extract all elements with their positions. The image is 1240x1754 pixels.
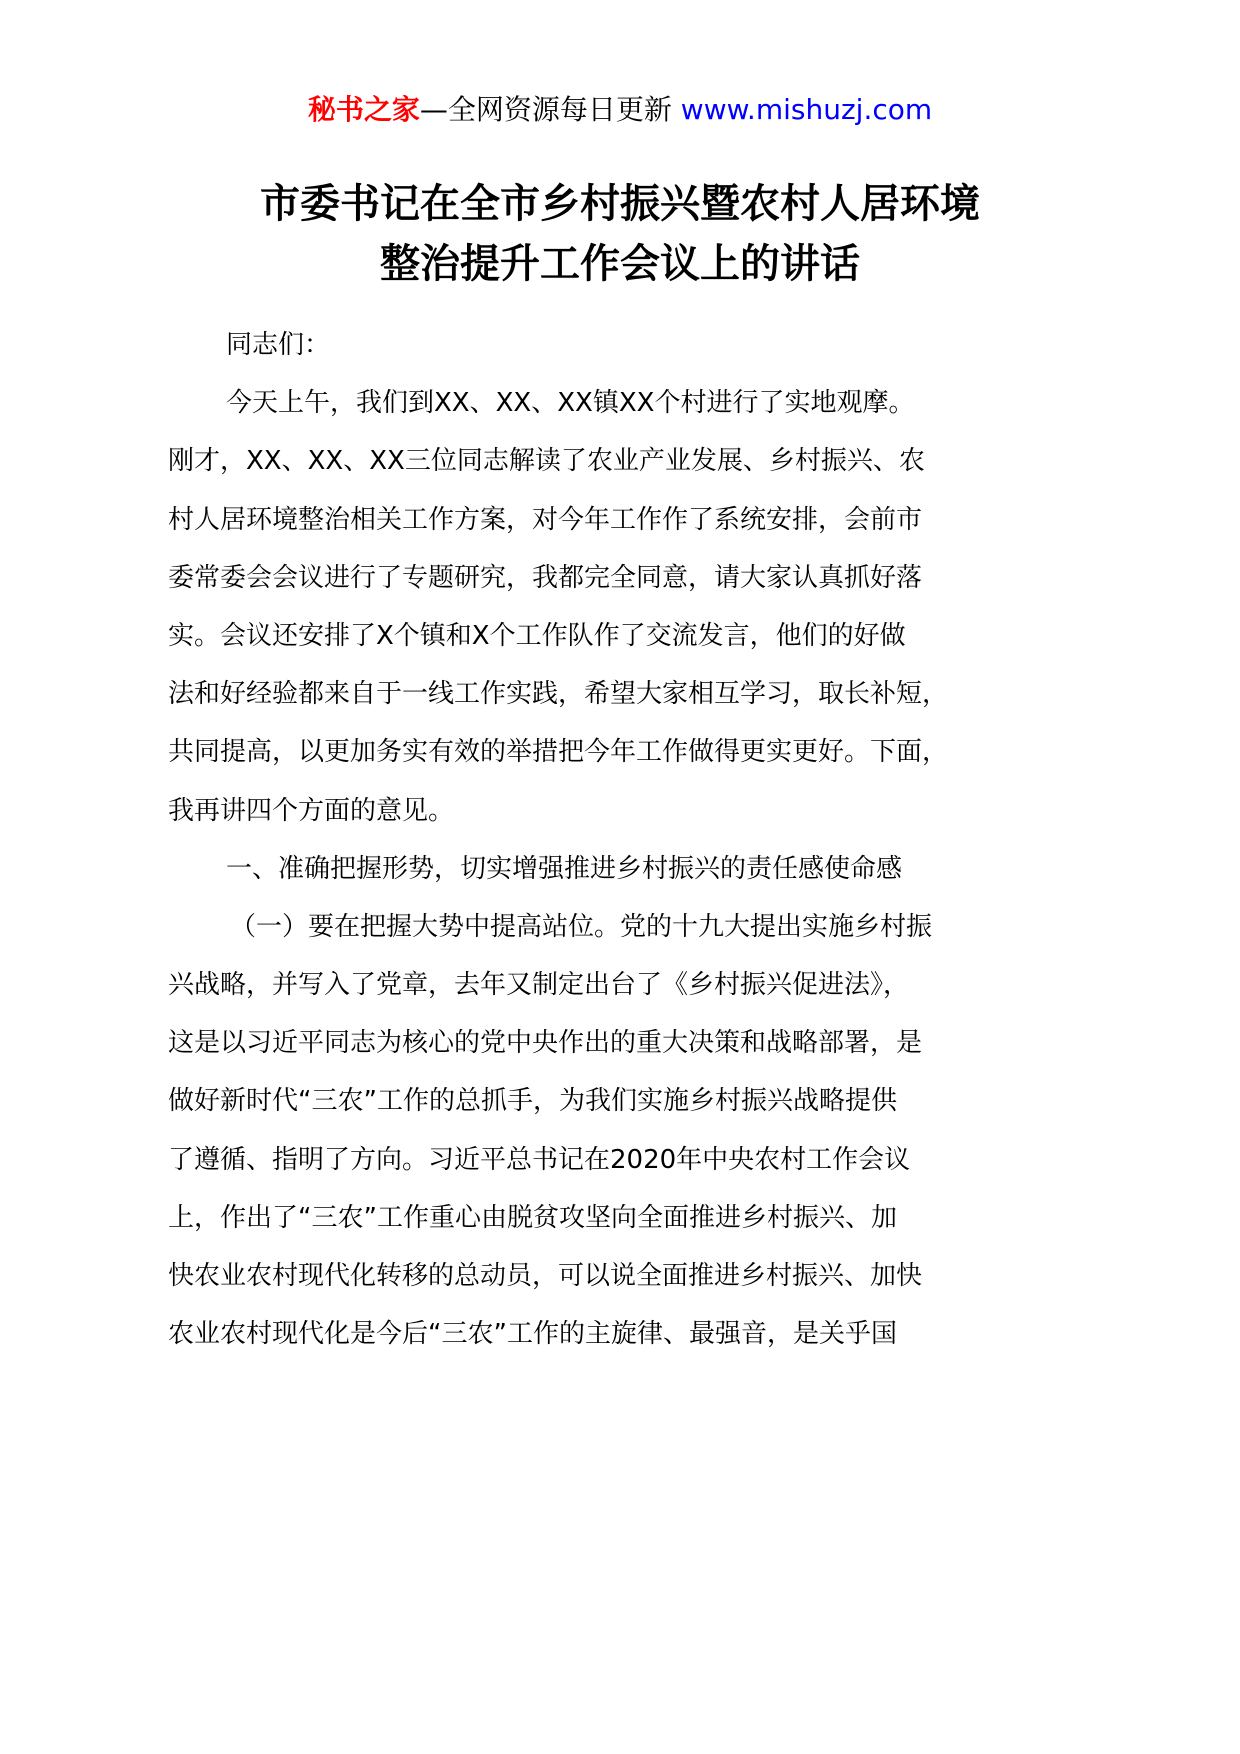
paragraph-line: 今天上午，我们到XX、XX、XX镇XX个村进行了实地观摩。	[226, 388, 915, 419]
salutation: 同志们：	[226, 330, 331, 360]
paragraph-line: 上，作出了“三农”工作重心由脱贫攻坚向全面推进乡村振兴、加	[168, 1202, 897, 1233]
paragraph-line: 实。会议还安排了X个镇和X个工作队作了交流发言，他们的好做	[168, 620, 906, 651]
title-line-1: 市委书记在全市乡村振兴暨农村人居环境	[260, 181, 980, 227]
banner-slogan: —全网资源每日更新	[419, 93, 672, 126]
paragraph-line: 法和好经验都来自于一线工作实践，希望大家相互学习，取长补短，	[168, 679, 949, 710]
section-heading: 一、准确把握形势，切实增强推进乡村振兴的责任感使命感	[226, 853, 903, 884]
paragraph-line: 我再讲四个方面的意见。	[168, 795, 455, 826]
paragraph-line: 了遵循、指明了方向。习近平总书记在2020年中央农村工作会议	[168, 1144, 911, 1175]
paragraph-line: 农业农村现代化是今后“三农”工作的主旋律、最强音，是关乎国	[168, 1319, 897, 1350]
site-url-link[interactable]: www.mishuzj.com	[680, 93, 933, 126]
paragraph-line: 共同提高，以更加务实有效的举措把今年工作做得更实更好。下面，	[168, 737, 949, 768]
paragraph-line: 兴战略，并写入了党章，去年又制定出台了《乡村振兴促进法》，	[168, 970, 910, 1001]
paragraph-line: 这是以习近平同志为核心的党中央作出的重大决策和战略部署，是	[168, 1028, 923, 1059]
paragraph-line: 快农业农村现代化转移的总动员，可以说全面推进乡村振兴、加快	[168, 1261, 923, 1291]
paragraph-line: 村人居环境整治相关工作方案，对今年工作作了系统安排，会前市	[168, 504, 923, 535]
site-banner	[0, 88, 1240, 132]
document-title	[0, 174, 1240, 294]
brand-name: 秘书之家	[307, 93, 420, 126]
subsection-line: （一）要在把握大势中提高站位。党的十九大提出实施乡村振	[230, 911, 933, 942]
title-line-2: 整治提升工作会议上的讲话	[380, 241, 860, 287]
paragraph-line: 刚才，XX、XX、XX三位同志解读了农业产业发展、乡村振兴、农	[168, 446, 925, 477]
paragraph-line: 委常委会会议进行了专题研究，我都完全同意，请大家认真抓好落	[168, 562, 923, 593]
paragraph-line: 做好新时代“三农”工作的总抓手，为我们实施乡村振兴战略提供	[168, 1086, 897, 1117]
document-body	[168, 320, 968, 1367]
